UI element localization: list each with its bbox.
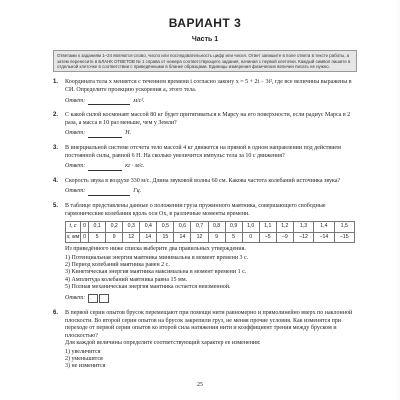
- task-2: [53, 112, 357, 138]
- option-item: 4) Амплитуда колебаний маятника равна 15 мм.: [65, 276, 188, 283]
- task-number: 5.: [53, 202, 59, 209]
- table-row-position: [66, 232, 355, 243]
- answer-field[interactable]: [88, 164, 122, 171]
- page-content: [53, 8, 357, 371]
- task-text: Скорость звука в воздухе 330 м/с. Длина звуковой волны 60 см. Какова частота колебаний источника звука?: [65, 177, 341, 184]
- table-cell-time: 1,5: [334, 222, 354, 233]
- table-cell-time: 1,2: [276, 222, 293, 233]
- table-cell-position: 5: [225, 232, 242, 243]
- part-title: Часть 1: [191, 35, 219, 43]
- table-cell-time: 1,1: [259, 222, 276, 233]
- table-row-header: x, мм: [66, 232, 81, 243]
- table-cell-time: 0,2: [106, 222, 123, 233]
- instructions-box: Ответами к заданиям 1–24 являются слово, число или последовательность цифр или чисел. Ответ запишите в поле ответа в тексте работы, а затем перенесите в БЛАНК ОТВЕТОВ № 1 справа от номера соответствующего задания, начиная с первой клеточки. Каждый символ пишите в отдельной клеточке в соответствии с приведёнными в бланке образцами. Единицы измерения физических величин писать не нужно.: [53, 50, 357, 72]
- task-text: В первой серии опытов брусок перемещают при помощи нити равномерно и прямолинейно вверх по наклонной плоскости. Во второй серии опытов на брусок закрепили груз, не меняя прочие условия. Как изменятся при переходе от первой серии опытов ко второй сила натяжения нити и коэффициент трения между бруском и плоскостью?: [65, 309, 353, 339]
- table-cell-time: 1,4: [314, 222, 334, 233]
- answer-box[interactable]: [99, 294, 109, 303]
- task-text: В таблице представлены данные о положении груза пружинного маятника, совершающего свободные гармонические колебания вдоль оси Ox, в различные моменты времени.: [65, 202, 326, 217]
- table-cell-time: 0,4: [140, 222, 157, 233]
- answer-row: [65, 163, 357, 171]
- task-4: [53, 178, 357, 196]
- task-number: 3.: [53, 144, 59, 151]
- task-text: С какой силой космонавт массой 80 кг будет притягиваться к Марсу на его поверхности, если радиус Марса в 2 раза, а масса в 10 раз меньше, чем у Земли?: [65, 112, 351, 126]
- task-question: Из приведённого ниже списка выберите два правильных утверждения.: [65, 246, 246, 253]
- answer-label: Ответ:: [65, 130, 86, 137]
- table-row-header: t, с: [66, 222, 81, 233]
- task-number: 2.: [53, 112, 59, 119]
- task-3: [53, 145, 357, 171]
- option-item: 1) увеличится: [65, 348, 101, 355]
- variant-title: ВАРИАНТ 3: [168, 16, 242, 30]
- task-6: [53, 310, 357, 371]
- answer-field[interactable]: [88, 189, 130, 196]
- table-cell-position: 9: [208, 232, 225, 243]
- table-cell-time: 0,6: [174, 222, 191, 233]
- option-item: 3) Кинетическая энергия маятника максимальна в момент времени 1 с.: [65, 269, 247, 276]
- table-cell-position: −12: [293, 232, 313, 243]
- answer-boxes: [88, 294, 109, 303]
- table-cell-time: 0,8: [208, 222, 225, 233]
- task-1: [53, 79, 357, 105]
- answer-unit: кг · м/с.: [125, 163, 145, 170]
- answer-field[interactable]: [88, 131, 122, 138]
- table-cell-position: −15: [334, 232, 354, 243]
- task-number: 6.: [53, 309, 59, 316]
- task-number: 1.: [53, 79, 59, 86]
- task-text: Координата тела x меняется с течением времени t согласно закону x = 5 + 2t − 3t², где все величины выражены в СИ. Определите проекцию ускорения aₓ этого тела.: [65, 79, 352, 93]
- table-cell-position: 12: [123, 232, 140, 243]
- task-subtext: Для каждой величины определите соответствующий характер ее изменения:: [65, 340, 261, 347]
- table-cell-time: 0,7: [191, 222, 208, 233]
- options-list: [65, 255, 357, 291]
- table-cell-time: 0,5: [157, 222, 174, 233]
- answer-label: Ответ:: [65, 188, 86, 195]
- table-cell-time: 0,3: [123, 222, 140, 233]
- table-cell-position: 5: [89, 232, 106, 243]
- option-item: 3) не изменится: [65, 363, 106, 370]
- task-text: В инерциальной системе отсчета тело массой 4 кг движется на прямой в одном направлении под действием постоянной силы, равной 6 Н. На сколько увеличится импульс тела за 10 с движения?: [65, 144, 341, 159]
- answer-field[interactable]: [88, 98, 130, 105]
- answer-row: [65, 98, 357, 106]
- table-cell-position: 0: [242, 232, 259, 243]
- answer-box[interactable]: [88, 294, 98, 303]
- option-item: 2) уменьшится: [65, 356, 103, 363]
- answer-label: Ответ:: [65, 163, 86, 170]
- table-cell-time: 0,1: [89, 222, 106, 233]
- answer-unit: Гц.: [133, 188, 142, 195]
- answer-row: [65, 188, 357, 196]
- table-cell-position: 15: [157, 232, 174, 243]
- table-cell-position: 12: [191, 232, 208, 243]
- options-list: [65, 349, 357, 371]
- table-cell-time: 1,0: [242, 222, 259, 233]
- answer-row: [65, 130, 357, 138]
- table-cell-position: 14: [174, 232, 191, 243]
- table-cell-position: 0: [81, 232, 89, 243]
- answer-label: Ответ:: [65, 97, 86, 104]
- answer-label: Ответ:: [65, 295, 86, 302]
- option-item: 1) Потенциальная энергия маятника минимальна в момент времени 3 с.: [65, 254, 249, 261]
- answer-unit: Н.: [125, 130, 132, 137]
- table-cell-time: 1,3: [293, 222, 313, 233]
- option-item: 5) Полная механическая энергия маятника остается неизменной.: [65, 283, 231, 290]
- page-number: 25: [197, 382, 203, 388]
- task-5: [53, 203, 357, 303]
- table-cell-position: 9: [106, 232, 123, 243]
- answer-unit: м/с².: [133, 97, 145, 104]
- table-cell-position: −14: [314, 232, 334, 243]
- table-cell-position: 14: [140, 232, 157, 243]
- table-row-time: [66, 222, 355, 233]
- option-item: 2) Период колебаний маятника равен 2 с.: [65, 262, 170, 269]
- table-cell-position: −5: [259, 232, 276, 243]
- table-cell-time: 0,9: [225, 222, 242, 233]
- task-number: 4.: [53, 177, 59, 184]
- table-cell-position: −9: [276, 232, 293, 243]
- table-cell-time: 0: [81, 222, 89, 233]
- oscillation-table: [65, 221, 355, 243]
- answer-row: [65, 294, 357, 303]
